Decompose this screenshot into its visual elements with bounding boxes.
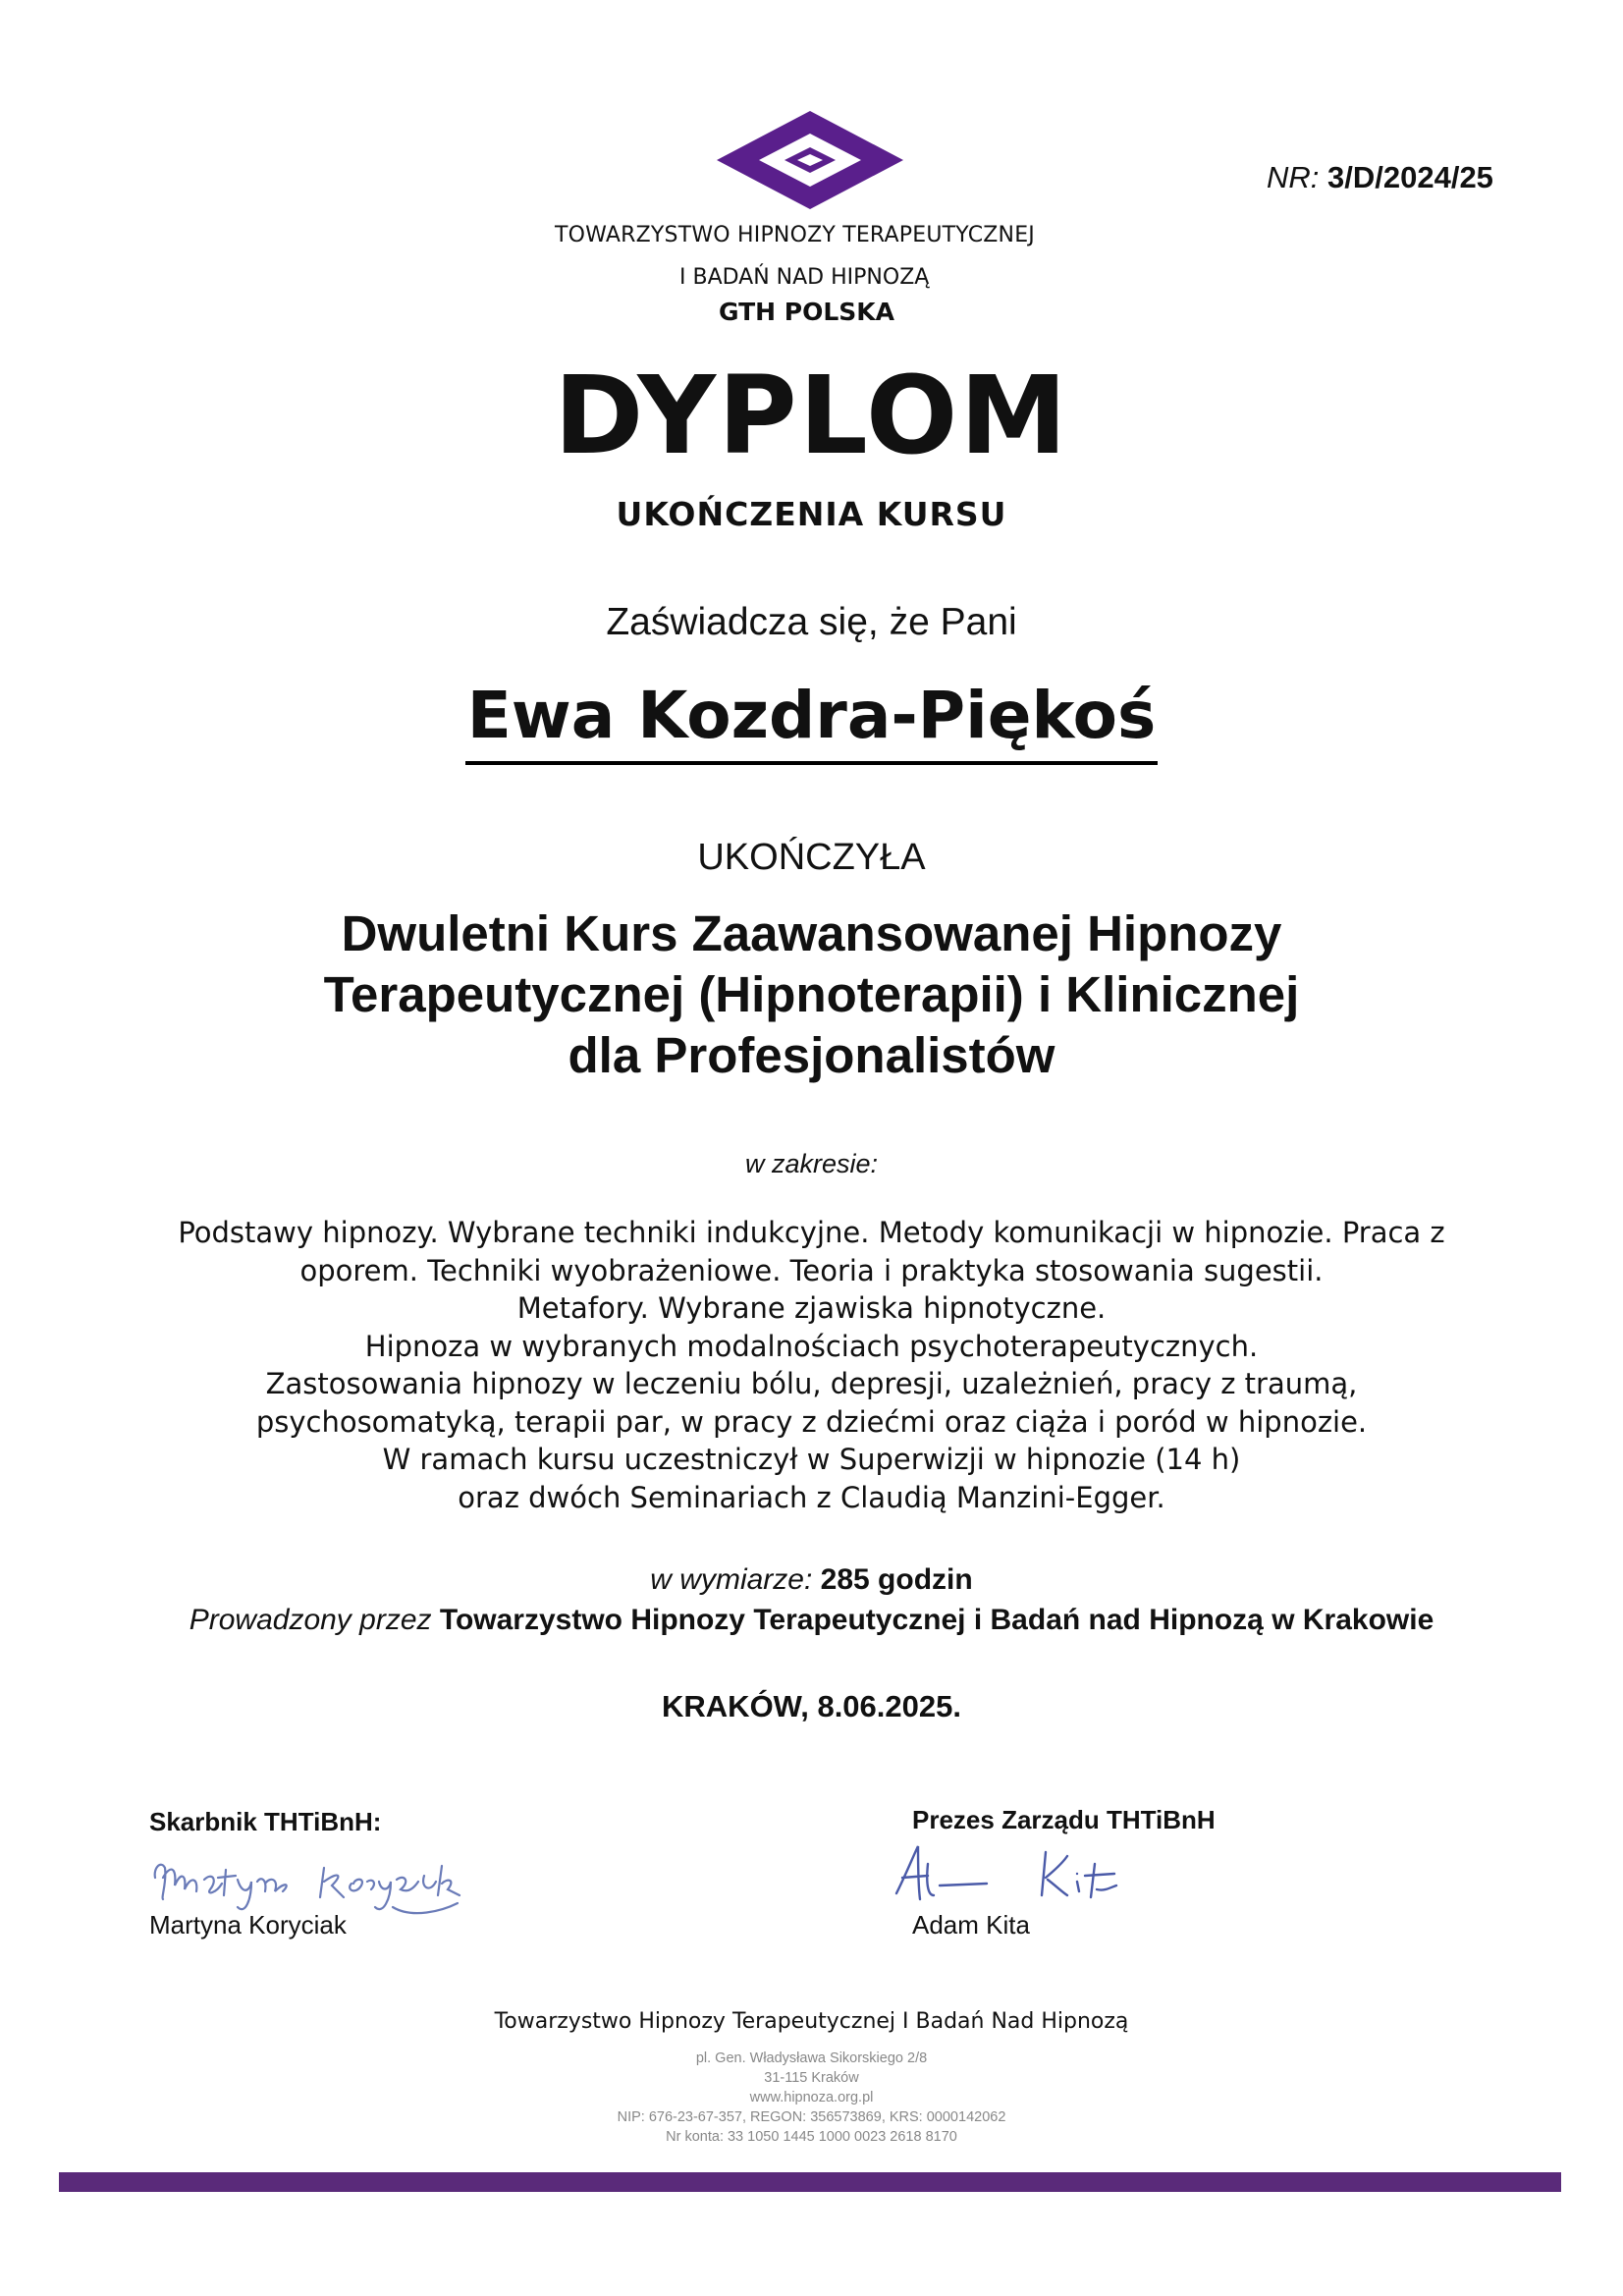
document-number — [1267, 160, 1493, 195]
diploma-title: DYPLOM — [554, 353, 1069, 478]
scope-line: Zastosowania hipnozy w leczeniu bólu, depresji, uzależnień, pracy z traumą, — [265, 1367, 1358, 1400]
scope-line: Hipnoza w wybranych modalnościach psychoterapeutycznych. — [364, 1329, 1259, 1363]
scope-line: oporem. Techniki wyobrażeniowe. Teoria i praktyka stosowania sugestii. — [299, 1253, 1324, 1287]
course-title-line1: Dwuletni Kurs Zaawansowanej Hipnozy — [341, 905, 1282, 961]
course-title-line3: dla Profesjonalistów — [568, 1027, 1055, 1083]
president-name: Adam Kita — [912, 1910, 1030, 1940]
footer-bank-account: Nr konta: 33 1050 1445 1000 0023 2618 8170 — [666, 2129, 957, 2145]
organization-name-line1: TOWARZYSTWO HIPNOZY TERAPEUTYCZNEJ — [555, 223, 1035, 247]
document-number-value: 3/D/2024/25 — [1327, 160, 1493, 194]
completed-text: UKOŃCZYŁA — [697, 837, 926, 878]
diploma-subtitle: UKOŃCZENIA KURSU — [616, 495, 1007, 533]
footer-address: pl. Gen. Władysława Sikorskiego 2/8 — [695, 2050, 928, 2066]
scope-label: w zakresie: — [744, 1149, 879, 1178]
scope-line: oraz dwóch Seminariach z Claudią Manzini-Egger. — [458, 1480, 1165, 1514]
organization-name-line2: I BADAŃ NAD HIPNOZĄ — [679, 265, 930, 290]
duration — [0, 1563, 1623, 1597]
footer-organization: Towarzystwo Hipnozy Terapeutycznej I Badań Nad Hipnozą — [494, 2009, 1129, 2034]
duration-value: 285 godzin — [820, 1563, 973, 1596]
footer-color-bar — [59, 2172, 1561, 2192]
footer-registration-ids: NIP: 676-23-67-357, REGON: 356573869, KRS: 0000142062 — [617, 2109, 1006, 2125]
place-and-date: KRAKÓW, 8.06.2025. — [662, 1689, 961, 1723]
conducted-by — [0, 1604, 1623, 1637]
treasurer-title: Skarbnik THTiBnH: — [149, 1807, 382, 1836]
recipient-block — [0, 678, 1623, 765]
document-number-label: NR: — [1267, 160, 1320, 194]
conducted-by-label: Prowadzony przez — [189, 1604, 432, 1636]
scope-line: psychosomatyką, terapii par, w pracy z dziećmi oraz ciąża i poród w hipnozie. — [255, 1404, 1368, 1439]
duration-label: w wymiarze: — [650, 1563, 813, 1596]
conducted-by-value: Towarzystwo Hipnozy Terapeutycznej i Badań nad Hipnozą w Krakowie — [439, 1604, 1434, 1636]
treasurer-name: Martyna Koryciak — [149, 1910, 347, 1940]
course-title-line2: Terapeutycznej (Hipnoterapii) i Klinicznej — [323, 966, 1300, 1022]
scope-line: Podstawy hipnozy. Wybrane techniki indukcyjne. Metody komunikacji w hipnozie. Praca z — [178, 1216, 1445, 1249]
scope-description — [118, 1214, 1505, 1516]
scope-line: Metafory. Wybrane zjawiska hipnotyczne. — [516, 1291, 1107, 1325]
footer-city: 31-115 Kraków — [764, 2070, 859, 2086]
scope-line: W ramach kursu uczestniczył w Superwizji w hipnozie (14 h) — [382, 1443, 1241, 1476]
footer-website: www.hipnoza.org.pl — [749, 2090, 874, 2105]
president-title: Prezes Zarządu THTiBnH — [912, 1805, 1216, 1834]
certifies-text: Zaświadcza się, że Pani — [606, 601, 1017, 643]
course-title — [0, 903, 1623, 1086]
diamond-logo-icon — [712, 106, 908, 214]
recipient-name: Ewa Kozdra-Piękoś — [465, 678, 1159, 765]
organization-name-line3: GTH POLSKA — [719, 298, 894, 326]
